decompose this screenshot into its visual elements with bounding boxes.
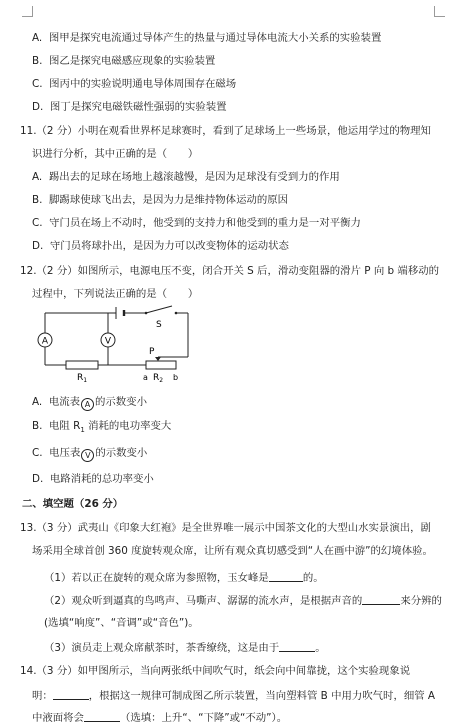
q14-blank-2[interactable] (84, 710, 120, 722)
end-a-label: a (143, 373, 148, 382)
resistor-r1 (66, 361, 98, 369)
q11-stem-line2: 识进行分析，其中正确的是（ ） (32, 148, 199, 160)
q14-blank-1[interactable] (53, 688, 89, 700)
q14-stem-line1: 14.（3 分）如甲图所示，当向两张纸中间吹气时，纸会向中间靠拢，这个实验现象说 (20, 665, 411, 677)
r1-label: $R_1$ (77, 373, 88, 384)
q10-option-a[interactable]: A. 图甲是探究电流通过导体产生的热量与通过导体电流大小关系的实验装置 (32, 32, 382, 44)
q14-stem-line2: 明： ，根据这一规律可制成图乙所示装置，当向塑料管 B 中用力吹气时，细管 A (32, 690, 436, 702)
r2-label: $R_2$ (153, 373, 164, 384)
q13-sub2-note: (选填“响度”、“音调”或“音色”)。 (44, 617, 199, 629)
q10-option-d[interactable]: D. 图丁是探究电磁铁磁性强弱的实验装置 (32, 101, 227, 113)
q13-sub1: （1）若以正在旋转的观众席为参照物，玉女峰是 的。 (44, 572, 324, 584)
q10-option-b[interactable]: B. 图乙是探究电磁感应现象的实验装置 (32, 55, 216, 67)
ammeter-symbol-icon: A (81, 398, 94, 411)
q13-blank-3[interactable] (279, 640, 315, 652)
q13-sub2: （2）观众听到逼真的鸟鸣声、马嘶声、潺潺的流水声，是根据声音的 来分辨的 (44, 595, 442, 607)
rheostat-r2[interactable] (146, 361, 176, 369)
q12-option-b[interactable]: B. 电阻 $R_1$ 消耗的电功率变大 (32, 420, 172, 435)
q12-option-d[interactable]: D. 电路消耗的总功率变小 (32, 473, 154, 485)
end-b-label: b (173, 373, 179, 382)
corner-mark-right (434, 6, 445, 17)
slider-arrow-icon[interactable] (155, 357, 161, 361)
circuit-diagram (28, 305, 198, 385)
voltmeter-symbol-icon: V (81, 449, 94, 462)
q12-option-a[interactable]: A. 电流表 A 的示数变小 (32, 396, 147, 409)
q13-blank-2[interactable] (362, 593, 400, 605)
q11-option-d[interactable]: D. 守门员将球扑出，是因为力可以改变物体的运动状态 (32, 240, 289, 252)
q13-blank-1[interactable] (269, 570, 303, 582)
corner-mark-left (22, 6, 33, 17)
svg-text:A: A (41, 336, 49, 347)
q11-stem-line1: 11.（2 分）小明在观看世界杯足球赛时，看到了足球场上一些场景，他运用学过的物理知 (20, 125, 431, 137)
q10-option-c[interactable]: C. 图丙中的实验说明通电导体周围存在磁场 (32, 78, 237, 90)
q12-stem-line2: 过程中，下列说法正确的是（ ） (32, 288, 199, 300)
q14-stem-line3: 中液面将会 （选填：上升“、“下降”或“不动”）。 (32, 712, 288, 724)
q12-option-c[interactable]: C. 电压表 V 的示数变小 (32, 447, 148, 460)
ammeter-icon (38, 333, 52, 347)
switch-icon[interactable] (145, 306, 178, 314)
q13-stem-line1: 13.（3 分）武夷山《印象大红袍》是全世界唯一展示中国茶文化的大型山水实景演出，剧 (20, 522, 431, 534)
switch-label: S (156, 320, 162, 330)
svg-text:V: V (104, 336, 112, 347)
q13-sub3: （3）演员走上观众席献茶时，茶香缭绕，这是由于 。 (44, 642, 326, 654)
q13-stem-line2: 场采用全球首创 360 度旋转观众席，让所有观众真切感受到“人在画中游”的幻境体验。 (32, 545, 433, 557)
q11-option-a[interactable]: A. 踢出去的足球在场地上越滚越慢，是因为足球没有受到力的作用 (32, 171, 340, 183)
q11-option-b[interactable]: B. 脚踢球使球飞出去，是因为力是维持物体运动的原因 (32, 194, 289, 206)
slider-label: P (149, 347, 155, 357)
q12-stem-line1: 12.（2 分）如图所示，电源电压不变，闭合开关 S 后，滑动变阻器的滑片 P 向 b 端移动的 (20, 265, 439, 277)
q11-option-c[interactable]: C. 守门员在场上不动时，他受到的支持力和他受到的重力是一对平衡力 (32, 217, 361, 229)
voltmeter-icon (101, 333, 115, 347)
section-title: 二、填空题（26 分） (22, 498, 124, 510)
